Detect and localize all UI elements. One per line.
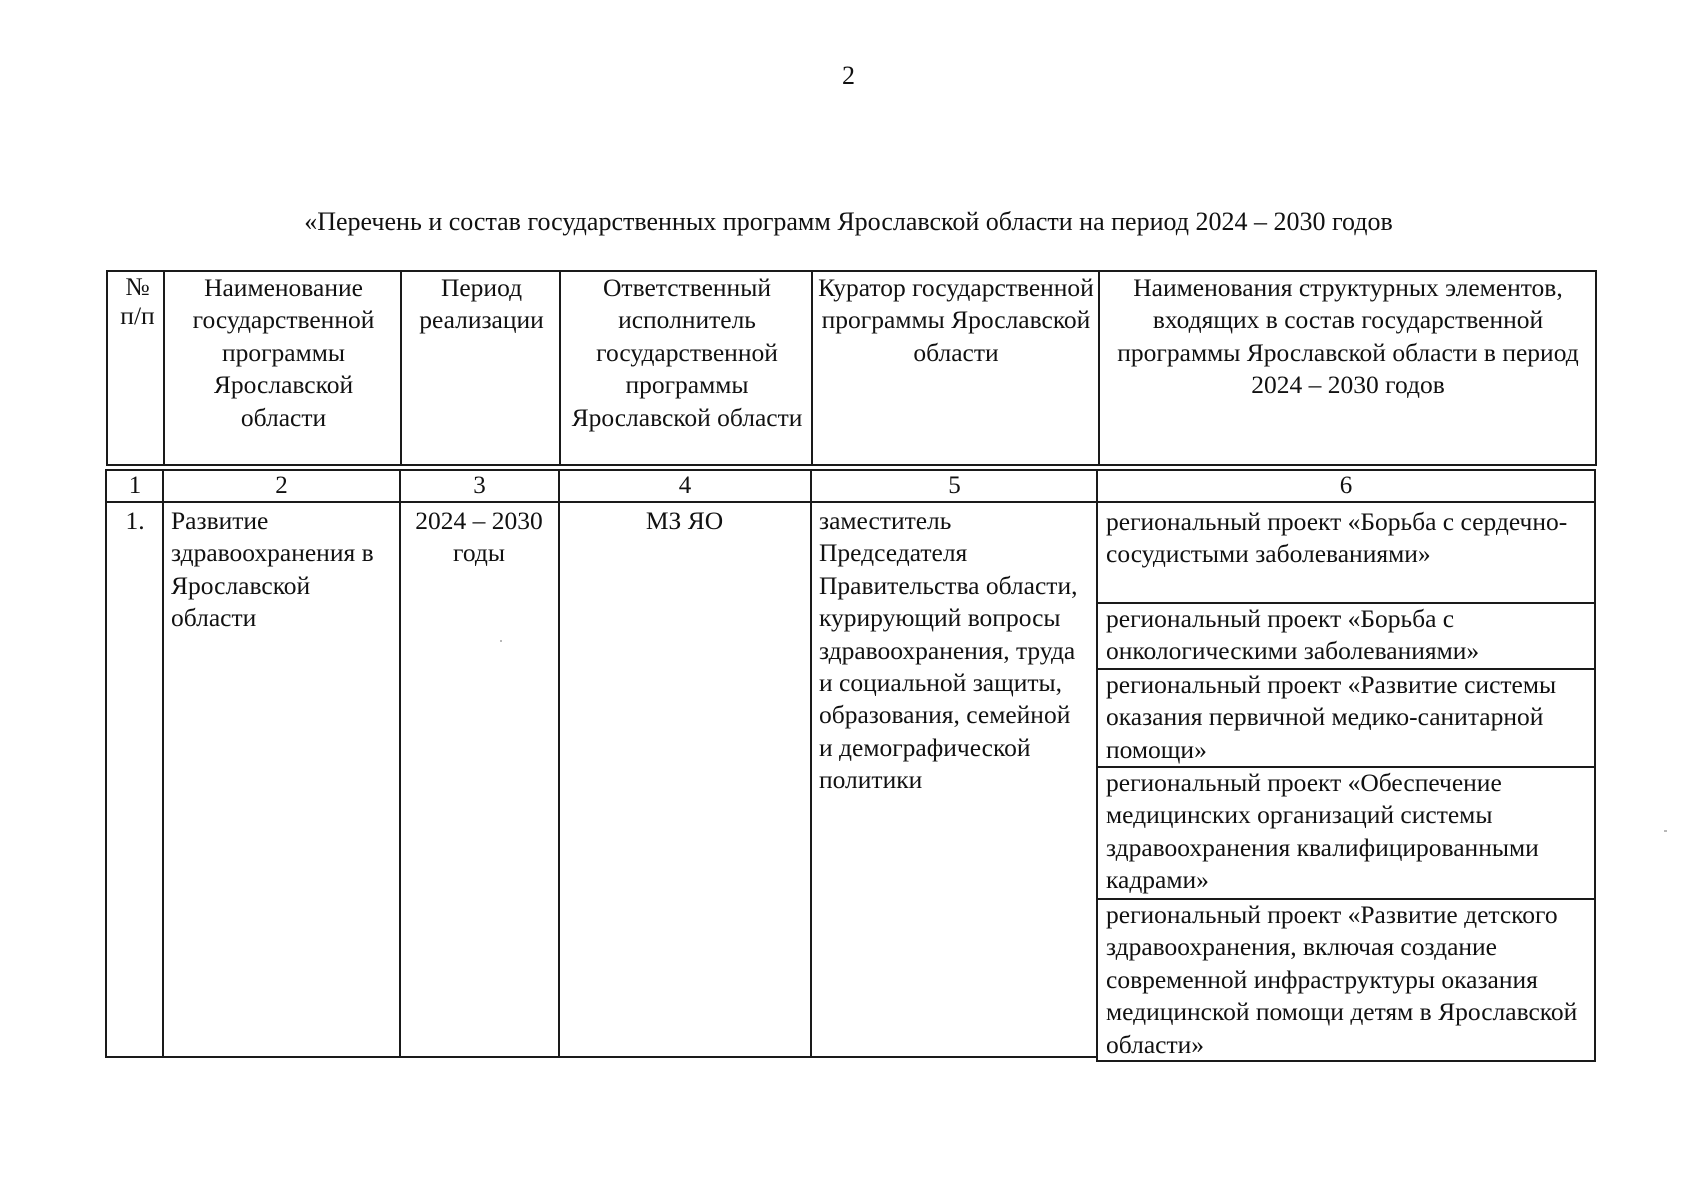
table-border [1098,898,1595,900]
column-number-3: 3 [473,472,486,499]
table-border [559,270,561,466]
table-border [106,464,1597,466]
column-number-4: 4 [678,472,692,499]
table-border [1098,602,1595,604]
table-border [105,469,107,1058]
program-period: 2024 – 2030 годы [415,506,543,568]
table-border [106,270,108,466]
table-border [162,469,164,1058]
table-border [1096,469,1098,1062]
header-curator: Куратор государственной программы Ярославской области [818,273,1094,367]
table-border [1098,270,1100,466]
table-border [105,501,1596,503]
table-border [106,270,1597,272]
table-border [1098,668,1595,670]
responsible-executor: МЗ ЯО [645,506,724,535]
structural-element: региональный проект «Обеспечение медицинских организаций системы здравоохранения квалифицированными кадрами» [1106,768,1539,895]
scan-speck [500,640,502,642]
scan-speck [1664,830,1667,832]
row-number: 1. [125,506,145,535]
column-number-5: 5 [948,472,961,499]
page-number: 2 [842,61,855,90]
table-border [558,469,560,1058]
program-curator: заместитель Председателя Правительства области, курирующий вопросы здравоохранения, труда и социальной защиты, образования, семейной и демографической политики [819,506,1078,795]
header-structural-elements: Наименования структурных элементов, входящих в состав государственной программы Ярославской области в период 2024 – 2030 годов [1117,273,1579,400]
structural-element: региональный проект «Развитие системы оказания первичной медико-санитарной помощи» [1106,670,1557,764]
table-border [811,270,813,466]
table-border [400,270,402,466]
header-executor: Ответственный исполнитель государственной программы Ярославской области [571,273,803,432]
table-border [163,270,165,466]
table-border [1098,766,1595,768]
table-border [399,469,401,1058]
structural-element: региональный проект «Борьба с онкологическими заболеваниями» [1106,604,1480,666]
column-number-6: 6 [1339,472,1353,499]
table-border [810,469,812,1058]
column-number-1: 1 [128,472,142,499]
column-number-2: 2 [275,472,288,499]
table-border [1098,1060,1595,1062]
header-number: № п/п [120,272,155,330]
program-name: Развитие здравоохранения в Ярославской области [171,506,374,633]
structural-element: региональный проект «Развитие детского здравоохранения, включая создание современной инфраструктуры оказания медицинской помощи детям в Ярославской области» [1106,900,1578,1059]
header-program-name: Наименование государственной программы Ярославской области [192,273,375,432]
header-period: Период реализации [419,273,544,335]
document-title: «Перечень и состав государственных программ Ярославской области на период 2024 – 2030 годов [304,207,1393,236]
table-border [105,1056,1098,1058]
structural-element: региональный проект «Борьба с сердечно-сосудистыми заболеваниями» [1106,507,1568,569]
table-border [105,469,1596,471]
table-border [1595,270,1597,466]
table-border [1594,469,1596,1062]
